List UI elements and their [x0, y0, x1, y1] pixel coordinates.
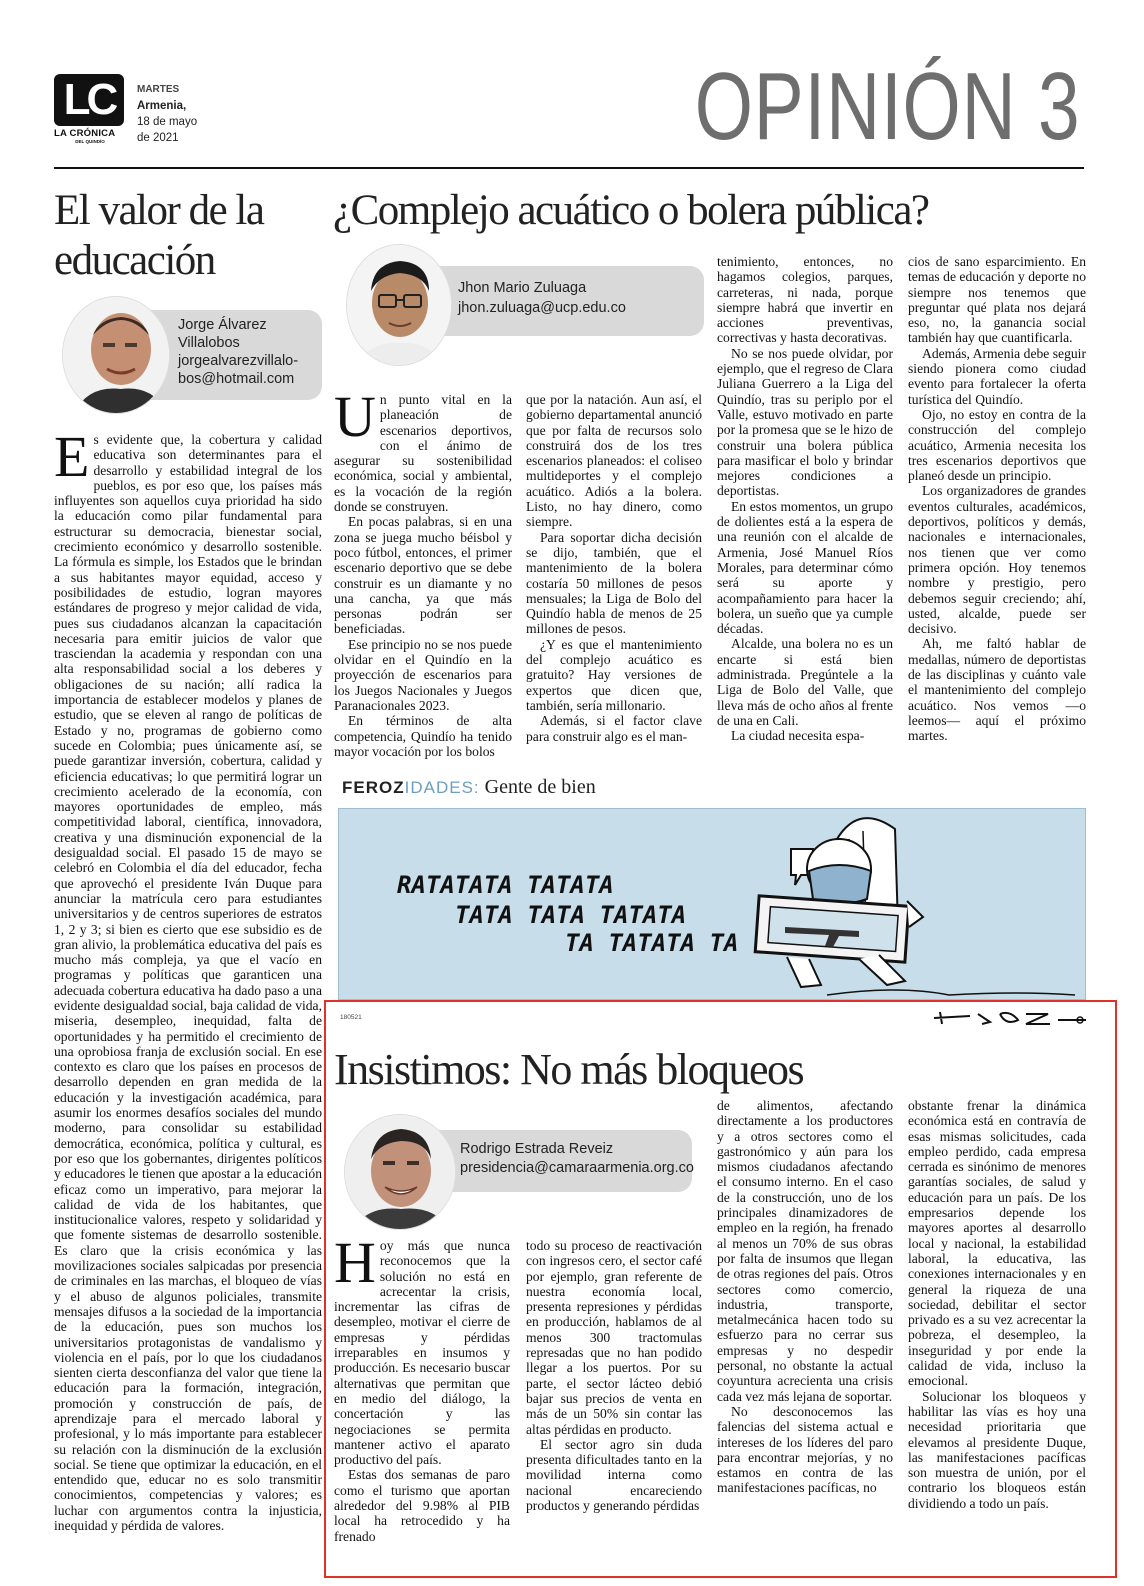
dropcap: U [334, 384, 376, 449]
column-text: obstante frenar la dinámica económica está en contravía de esas mismas solicitudes, cada empleo perdido, cada empresa cerrada es sinónimo de menores garantías sociales, de salud y educación para un país. De los empresarios depende los mayores aportes al desarrollo local y nacional, la estabilidad laboral, la educativa, las conexiones internacionales y en general la riqueza de una sociedad, debilitar el sector privado es a su vez acrecentar la pobreza, el desempleo, la inseguridad y por ende la calidad de vida, incluso la emocional. Solucionar los bloqueos y habilitar las vías es hoy una necesidad prioritaria que elevamos al presidente Duque, las manifestaciones pacíficas son muestra de unión, por el contrario los bloqueos están dividiendo a todo un país. [908, 1098, 1086, 1511]
cartoon-label-rest: IDADES: [404, 778, 480, 797]
edition-date [137, 82, 197, 146]
article-text: s evidente que, la cobertura y calidad educativa son determinantes para el desarrollo y estabilidad integral de los pueblos, es por eso que, los países más influyentes son aquellos cuya prioridad ha sido la educación como pilar fundamental para estructurar su democracia, bienestar social, crecimiento económico y desarrollo sostenible. La fórmula es simple, los Estados que le brindan a sus habitantes mayor equidad, acceso y posibilidades de estudio, logran mayores estándares de progreso y mejor calidad de vida, pues sus ciudadanos alcanzan la capacitación necesaria para emitir juicios de valor que trasciendan la academia y respondan con una alta responsabilidad social a los deberes y obligaciones de su nación; allí radica la importancia de establecer modelos y planes de estudio, que se eleven al rango de políticas de Estado y no, programas de gobierno como sucede en Colombia; pues únicamente así, se puede garantizar inversión, cobertura, calidad y eficiencia educativas; lo que permitirá lograr un crecimiento acelerado de la economía, con mayores oportunidades de empleo, más competitividad laboral, científica, innovadora, creativa y una disminución exponencial de la desigualdad social. El pasado 15 de mayo se celebró en Colombia el día del educador, fecha que aprovechó el presidente Iván Duque para anunciar la matrícula cero para estudiantes universitarios y de centros superiores de estratos 1, 2 y 3; si bien es cierto que ese subsidio es de gran alivio, la problemática educativa del país es mucho más compleja, ya que el vacío en programas y políticas que garanticen una adecuada cobertura educativa ha dado paso a una evidente desigualdad social, baja calidad de vida, miseria, desempleo, inequidad, falta de oportunidades y ha permitido el crecimiento de una oprobiosa franja de exclusión social. En ese contexto es claro que los países en procesos de desarrollo dependen en gran medida de la educación y la investigación académica, para asumir los enormes desafíos sociales del mundo moderno, para consolidar su estabilidad democrática, económica, política y cultural, es por eso que los gobernantes, dirigentes políticos y educadores le tienen que apostar a la educación eficaz como un imperativo, para mejorar la calidad de vida de los habitantes, que institucionalice valores, respeto y solidaridad y que fomente sistemas de desarrollo sostenible. Es claro que la crisis económica y las movilizaciones sociales salpicadas por presencia de criminales en las marchas, el bloqueo de vías y el abuso de algunos policiales, transmite mensajes difusos a la sociedad de la importancia de la educación, pues son muchos los universitarios protagonistas de vandalismo y violencia en el país, por lo que los ciudadanos sienten cierta desconfianza del valor que tiene la educación para la formación, integración, promoción y construcción de país, de aprendizaje para el mercado laboral y profesional, y lo más importante para establecer su relación con la disminución de la exclusión social. Se tiene que optimizar la educación, en el entendido que, educar no es solo transmitir conocimientos, competencias y valores; es luchar con argumentos contra la injusticia, inequidad y pérdida de valores. [54, 432, 322, 1534]
article-column-blockades-4 [908, 1098, 1086, 1511]
edition-city: Armenia, [137, 100, 187, 112]
logo-name: LA CRÓNICA [54, 128, 116, 139]
column-text: n punto vital en la planeación de escenarios deportivos, con el ánimo de asegurar su sostenibilidad económica, social y ambiental, es la vocación de la región donde se construyen. En pocas palabras, si en una zona se juega mucho béisbol y poco fútbol, entonces, el primer escenario deportivo que se debe construir es un diamante y no una cancha, ya que más personas podrán ser beneficiadas. Ese principio no se nos puede olvidar en el Quindío en la proyección de escenarios para los Juegos Nacionales y Juegos Paranacionales 2023. En términos de alta competencia, Quindío ha tenido mayor vocación por los bolos [334, 392, 512, 759]
column-text: cios de sano esparcimiento. En temas de educación y deporte no siempre nos tenemos que preguntar qué plata nos dejará eso, no, la ganancia social también hay que cuantificarla. Además, Armenia debe seguir siendo pionera como ciudad evento para fortalecer la oferta turística del Quindío. Ojo, no estoy en contra de la construcción del complejo acuático, Armenia necesita los tres escenarios deportivos que planeó desde un principio. Los organizadores de grandes eventos culturales, académicos, deportivos, políticos y demás, nacionales e internacionales, nos tienen que ver como primera opción. Hoy tenemos nombre y prestigio, pero debemos seguir creciendo; ahí, usted, alcalde, puede ser decisivo. Ah, me faltó hablar de medallas, número de deportistas de las disciplinas y cuánto vale el mantenimiento del complejo acuático. Nos vemos —o leemos— aquí el próximo martes. [908, 254, 1086, 744]
cartoon-label-bold: FEROZ [342, 778, 405, 797]
article-title-aquatic: ¿Complejo acuático o bolera pública? [333, 187, 929, 234]
section-title: OPINIÓN 3 [694, 53, 1080, 160]
author-email-line2: bos@hotmail.com [178, 371, 295, 387]
author-email-line1: jorgealvarezvillalo- [178, 353, 299, 369]
column-text: que por la natación. Aun así, el gobierno departamental anunció que por falta de recursos solo construirá dos de los tres escenarios planeados: el coliseo multideportes y el complejo acuático. Adiós a la bolera. Listo, no hay dinero, como siempre. Para soportar dicha decisión se dijo, también, que el mantenimiento de la bolera costaría 50 millones de pesos mensuales; la Liga de Bolo del Quindío habla de menos de 25 millones de pesos. ¿Y es que el mantenimiento del complejo acuático es gratuito? Hay versiones de expertos que dicen que, también, sería millonario. Además, si el factor clave para construir algo es el man- [526, 392, 702, 744]
cartoon-sound-line2: TATA TATA TATATA [455, 901, 687, 929]
article-column-aquatic-2 [526, 392, 702, 744]
article-column-aquatic-4 [908, 254, 1086, 744]
edition-date-line2: de 2021 [137, 132, 179, 144]
dropcap: H [334, 1230, 376, 1295]
edition-day: MARTES [137, 84, 180, 95]
column-text: todo su proceso de reactivación con ingresos cero, el sector café por ejemplo, gran referente de nuestra economía local, presenta represiones y pérdidas en producción, hablamos de al menos 300 tractomulas represadas que no han podido llegar a los puertos. Por su parte, el sector lácteo debió bajar sus precios de venta en más de un 50% sin contar las altas pérdidas en producto. El sector agro sin duda presenta dificultades tanto en la movilidad interna como nacional encareciendo productos y generando pérdidas [526, 1238, 702, 1514]
author-name-line1: Jorge Álvarez [178, 317, 267, 333]
article-column-blockades-2 [526, 1238, 702, 1513]
masthead-rule [54, 167, 1084, 169]
edition-date-line1: 18 de mayo [137, 116, 198, 128]
article-column-blockades-3 [717, 1098, 893, 1496]
newspaper-logo [54, 74, 126, 144]
author-name: Rodrigo Estrada Reveiz [460, 1141, 614, 1157]
author-name-line2: Villalobos [178, 335, 240, 351]
article-title-blockades: Insistimos: No más bloqueos [334, 1045, 804, 1094]
author-name: Jhon Mario Zuluaga [458, 280, 587, 296]
column-text: tenimiento, entonces, no hagamos colegios, parques, carreteras, ni nada, porque siempre habrá que invertir en acciones preventivas, correctivas y hasta decorativas. No se nos puede olvidar, por ejemplo, que el regreso de Clara Juliana Guerrero a la Liga del Quindío, tras su periplo por el Valle, estuvo motivado en parte por la promesa que se le hizo de construir una bolera pública para masificar el bolo y brindar mejores condiciones a deportistas. En estos momentos, un grupo de dolientes está a la espera de una reunión con el alcalde de Armenia, José Manuel Ríos Morales, para determinar cómo será su aporte y acompañamiento para hacer la bolera, un sueño que ya cumple décadas. Alcalde, una bolera no es un encarte si está bien administrada. Pregúntele a la Liga de Bolo del Valle, que lleva más de ocho años al frente de una en Cali. La ciudad necesita espa- [717, 254, 893, 744]
article-column-aquatic-3 [717, 254, 893, 744]
article-column-blockades-1 [334, 1230, 510, 1544]
cartoon-sound-line1: RATATATA TATATA [397, 871, 614, 899]
dropcap: E [54, 424, 90, 489]
cartoonist-signature [930, 1008, 1090, 1028]
author-photo-estrada [344, 1114, 456, 1230]
logo-mark: LC [54, 74, 124, 126]
column-text: oy más que nunca reconocemos que la solución no está en acrecentar la crisis, incrementar las cifras de desempleo, motivar el cierre de empresas y pérdidas irreparables en insumos y producción. Es necesario buscar alternativas que permitan que en medio del diálogo, la concertación y las negociaciones se permita mantener activo el aparato productivo del país. Estas dos semanas de paro como el turismo que aportan alrededor del 9.98% al PIB local ha retrocedido y ha frenado [334, 1238, 510, 1544]
column-text: de alimentos, afectando directamente a los productores y a otros sectores como el gastronómico y aún para los mismos ciudadanos afectando el consumo interno. En el caso de la construcción, uno de los principales dinamizadores de empleo en la región, ha frenado al menos un 70% de sus obras por falta de insumos que llegan de otras regiones del país. Otros sectores como comercio, industria, transporte, metalmecánica hacen todo su esfuerzo para no cerrar sus empresas y no despedir personal, no obstante la actual coyuntura acrecienta una crisis cada vez más lejana de soportar. No desconocemos las falencias del sistema actual e intereses de los líderes del paro para encontrar mejorías, y no estamos en contra de las manifestaciones pacíficas, no [717, 1098, 893, 1496]
cartoon-sound-line3: TA TATATA TA [565, 929, 739, 957]
cartoon-panel [338, 808, 1086, 1000]
logo-subname: DEL QUINDÍO [75, 139, 105, 144]
cartoon-title: Gente de bien [484, 776, 596, 798]
author-email: presidencia@camaraarmenia.org.co [460, 1160, 694, 1176]
author-photo-alvarez [62, 296, 170, 414]
cartoon-header [342, 774, 596, 801]
article-body-education [54, 424, 322, 1534]
article-title-education: El valor de la educación [54, 187, 264, 284]
edition-code: 180521 [340, 1014, 362, 1021]
author-email: jhon.zuluaga@ucp.edu.co [458, 300, 626, 316]
article-column-aquatic-1 [334, 384, 512, 759]
author-photo-zuluaga [346, 244, 452, 366]
